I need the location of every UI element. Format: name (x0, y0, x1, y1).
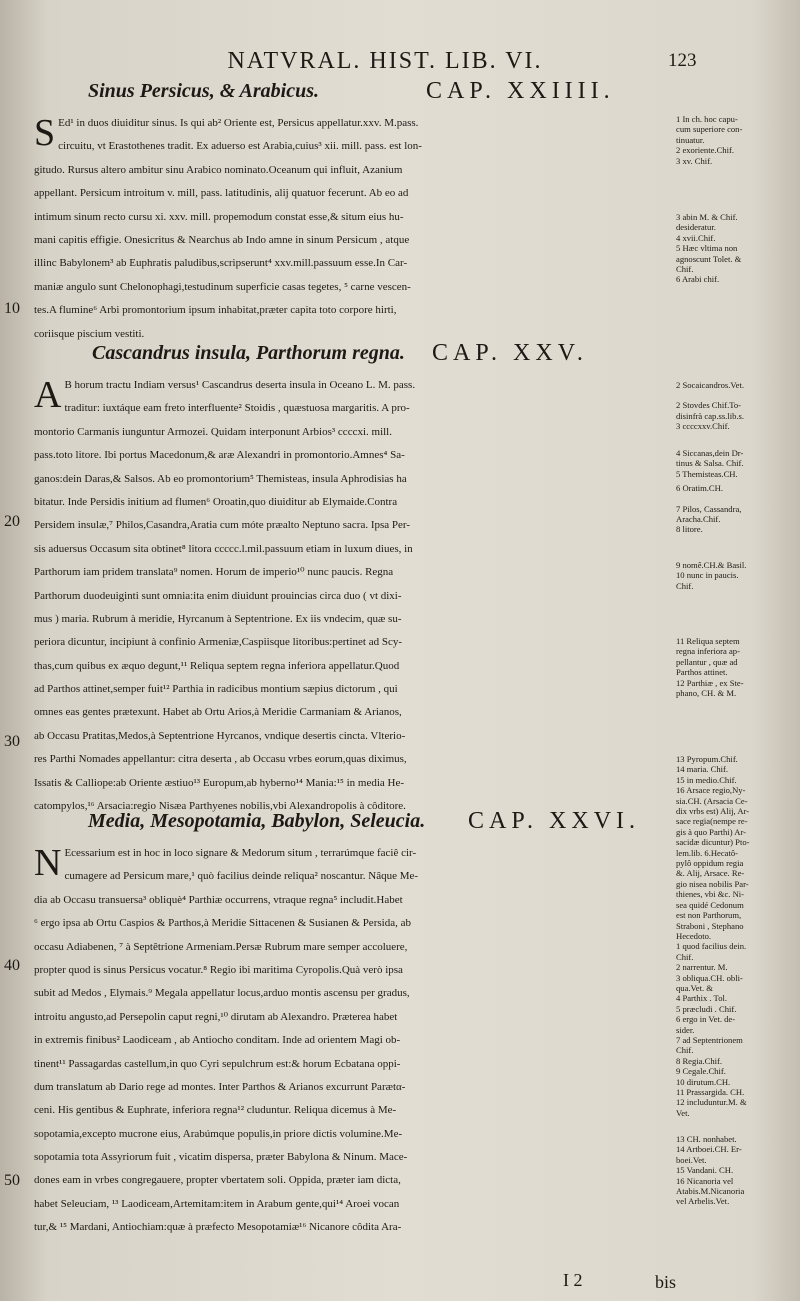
marginal-note: 6 Oratim.CH. (676, 483, 724, 494)
text-line: illinc Babylonem³ ab Euphratis paludibus,scripserunt⁴ xxv.mill.passuum esse.In Car- (34, 257, 408, 270)
marginal-note: 7 ad Septentrionem Chif. (676, 1034, 743, 1056)
text-line: SEd¹ in duos diuiditur sinus. Is qui ab² Oriente est, Persicus appellatur.xxv. M.pass. (34, 112, 419, 154)
marginal-note: 8 Regia.Chif. (676, 1055, 723, 1066)
line-number: 10 (4, 300, 20, 317)
running-head (0, 44, 800, 74)
text-line: appellant. Persicum introitum v. mill, pass. latitudinis, alij quatuor fecerunt. Ab eo ad (34, 187, 409, 200)
text-line: catompylos,¹⁶ Arsacia:regio Nisæa Parthyenes nobilis,vbi Alexandropolis à côditore. (34, 800, 406, 813)
marginal-notes-group (676, 448, 796, 535)
marginal-note: 2 narrentur. M. (676, 962, 728, 973)
line-number: 20 (4, 513, 20, 530)
text-line: montorio Carmanis iunguntur Armozei. Quidam interponunt Arbios³ ccccxi. mill. (34, 425, 392, 438)
marginal-notes-group (676, 1134, 796, 1207)
text-line: Parthorum duodeuiginti sunt omnia:ita enim diuidunt prouincias circa duo ( vt dixi- (34, 589, 402, 602)
text-line: gitudo. Rursus altero ambitur sinu Arabico nominato.Oceanum qui influit, Azanium (34, 163, 403, 176)
chapter-text (34, 842, 674, 1240)
page-footer (563, 1270, 703, 1294)
text-line: ceni. His gentibus & Euphrate, inferiora regna¹² cluduntur. Reliqua dicemus à Me- (34, 1104, 397, 1117)
marginal-note: 3 xv. Chif. (676, 155, 713, 166)
marginal-note: 6 ergo in Vet. de- sider. (676, 1014, 736, 1035)
marginal-notes-group (676, 380, 796, 432)
marginal-note: 13 CH. nonhabet. (676, 1134, 737, 1144)
text-line: Parthorum iam pridem translata⁹ nomen. Horum de imperio¹⁰ nunc paucis. Regna (34, 566, 394, 579)
text-line: dones eam in vrbes congregauere, propter vbertatem soli. Oppida, præter iam dicta, (34, 1174, 401, 1187)
chapter-heading (88, 78, 674, 112)
marginal-note: 16 Arsace regio,Ny- sia.CH. (Arsacia Ce- dix vrbs est) Alij, Ar- sace regia(nempe re- gis à quo Parthi) Ar- sacidæ dicuntur) Pto- lem.lib. 6.Hecatô- pylô oppidum regia &. Alij, Arsace. Re- gio nisea nobilis Par- thienes, vbi &c. Ni- sea quidé Cedonum est non Parthorum, Straboni , Stephano Hecedoto. (676, 785, 750, 941)
text-line: maniæ angulo sunt Chelonophagi,testudinum superficie casas tegetes, ⁵ carne vescen- (34, 280, 411, 293)
text-line: Issatis & Calliope:ab Oriente æstiuo¹³ Europum,ab hyberno¹⁴ Mania:¹⁵ in media He- (34, 776, 405, 789)
chapter-text (34, 112, 674, 346)
chapter-heading (92, 340, 674, 374)
marginal-note: 2 Socaicandros.Vet. (676, 380, 745, 390)
text-line: Persidem insulæ,⁷ Philos,Casandra,Aratia cum móte præalto Neptuno sacra. Ipsa Per- (34, 519, 411, 532)
marginal-note: 9 nomê.CH.& Basil. (676, 560, 747, 570)
text-line: sopotamia tota Assyriorum fuit , vicatim dispersa, præter Babylona & Ninum. Mace- (34, 1151, 408, 1164)
marginal-note: 5 præcludi . Chif. (676, 1003, 737, 1014)
marginal-note: 3 obliqua.CH. obli- qua.Vet. & (676, 972, 743, 993)
chapter-26 (34, 808, 674, 1240)
text-line: tes.A flumine⁶ Arbi promontorium ipsum inhabitat,præter capita toto corpore hirti, (34, 304, 397, 317)
chapter-number: CAP. XXIIII. (426, 78, 615, 104)
marginal-note: 15 Vandani. CH. (676, 1165, 734, 1176)
text-line: dum translatum ab Dario rege ad montes. Inter Parthos & Arianos excurrunt Parætα- (34, 1080, 406, 1093)
text-line: ⁶ ergo ipsa ab Ortu Caspios & Parthos,à Meridie Sittacenen & Susianen & Persida, ab (34, 917, 411, 930)
text-line: dia ab Occasu transuersa³ obliquè⁴ Parthiæ occurrens, vtraque regna⁵ includit.Habet (34, 893, 403, 906)
text-line: cumagere ad Persicum mare,¹ quò facilius deinde reliqua² noscantur. Nâque Me- (64, 870, 419, 883)
page-number: 123 (668, 50, 697, 71)
text-line: pass.toto litore. Ibi portus Macedonum,& aræ Alexandri in promontorio.Amnes⁴ Sa- (34, 449, 405, 462)
text-line: periora dicuntur, incipiunt à confinio Armeniæ,Caspiisque litoribus:pertinet ad Scy- (34, 636, 402, 649)
marginal-note: 10 dirutum.CH. (676, 1076, 731, 1087)
marginal-note: 1 In ch. hoc capu- cum superiore con- tinuatur. (676, 114, 743, 145)
text-line: traditur: iuxtáque eam freto interfluente² Stoidis , quæstuosa margaritis. A pro- (64, 402, 410, 415)
marginal-note: 3 ccccxxv.Chif. (676, 421, 730, 432)
marginal-note: 9 Cegale.Chif. (676, 1066, 726, 1077)
text-line: occasu Adiabenen, ⁷ à Septêtrione Armeniam.Persæ Rubrum mare semper accoluere, (34, 940, 408, 953)
chapter-number: CAP. XXV. (432, 340, 588, 366)
chapter-text (34, 374, 674, 818)
marginal-notes-group (676, 560, 796, 591)
text-line: coriisque piscium vestiti. (34, 327, 145, 340)
marginal-note: 2 exoriente.Chif. (676, 145, 734, 156)
line-number: 40 (4, 957, 20, 974)
chapter-title: Sinus Persicus, & Arabicus. (88, 80, 319, 102)
line-number: 30 (4, 733, 20, 750)
chapter-title: Media, Mesopotamia, Babylon, Seleucia. (88, 810, 426, 832)
text-line: sopotamia,excepto mucrone eius, Arabúmque populis,in priore dictis volumine.Me- (34, 1127, 403, 1140)
marginal-note: 5 Themisteas.CH. (676, 468, 738, 479)
marginal-notes-group (676, 636, 796, 698)
text-line: mani capitis effigie. Onesicritus & Nearchus ab Indo amne in sinum Persicum , atque (34, 233, 410, 246)
running-head-title: NATVRAL. HIST. LIB. VI. (227, 48, 543, 74)
text-line: propter quod is sinus Persicus vocatur.⁸ Regio ibi maritima Cyropolis.Quà verò ipsa (34, 963, 403, 976)
text-line: AB horum tractu Indiam versus¹ Cascandrus deserta insula in Oceano L. M. pass. (34, 374, 416, 416)
marginal-note: 12 Parthiæ , ex Ste- phano, CH. & M. (676, 677, 744, 699)
line-number: 50 (4, 1172, 20, 1189)
text-line: circuitu, vt Erastothenes tradit. Ex aduerso est Arabia,cuius³ xii. mill. pass. est lon- (58, 140, 422, 153)
catchword: bis (655, 1272, 677, 1292)
marginal-note: 3 abin M. & Chif. desideratur. (676, 212, 738, 233)
marginal-note: 13 Pyropum.Chif. (676, 754, 738, 764)
marginal-notes-group (676, 114, 796, 166)
chapter-title: Cascandrus insula, Parthorum regna. (92, 342, 405, 364)
text-line: in extremis finibus² Laodiceam , ab Antiocho conditam. Inde ad orientem Magi ob- (34, 1034, 401, 1047)
text-line: tinent¹¹ Passagardas castellum,in quo Cyri sepulchrum est:& horum Ecbatana oppi- (34, 1057, 401, 1070)
chapter-heading (88, 808, 674, 842)
marginal-note: 14 maria. Chif. (676, 764, 729, 775)
text-line: ab Occasu Pratitas,Medos,à Septentrione Hyrcanos, vndique desertis cincta. Vlterio- (34, 729, 406, 742)
marginal-note: 11 Prassargida. CH. (676, 1087, 745, 1097)
text-line: mus ) maria. Rubrum à meridie, Hyrcanum à Septentrione. Ex iis vndecim, quæ su- (34, 612, 402, 625)
chapter-25 (34, 340, 674, 818)
text-line: bitatur. Inde Persidis initium ad flumen⁶ Oroatin,quo diuiditur ab Elymaide.Contra (34, 495, 398, 508)
signature-mark: I 2 (563, 1270, 583, 1290)
text-line: introitu angusto,ad Persepolin caput regni,¹⁰ dirutam ab Alexandro. Præterea habet (34, 1010, 398, 1023)
text-line: NEcessarium est in hoc in loco signare & Medorum situm , terrarúmque faciê cir- (34, 842, 417, 884)
marginal-note: 16 Nicanoria vel Atabis.M.Nicanoria vel Arbelis.Vet. (676, 1175, 745, 1207)
marginal-note: 10 nunc in paucis. Chif. (676, 570, 739, 591)
marginal-note: 6 Arabi chif. (676, 274, 720, 285)
text-line: intimum sinum recto cursu xi. xxv. mill. propemodum constat esse,& situm eius hu- (34, 210, 404, 223)
chapter-number: CAP. XXVI. (468, 808, 641, 834)
text-line: thas,cum quibus ex æquo degunt,¹¹ Reliqua septem regna inferiora appellatur.Quod (34, 659, 400, 672)
marginal-note: 14 Artboei.CH. Er- boei.Vet. (676, 1144, 742, 1165)
marginal-note: 8 litore. (676, 524, 703, 535)
marginal-note: 5 Hæc vltima non agnoscunt Tolet. & Chif. (676, 243, 742, 275)
marginal-note: 2 Stovdes Chif.To- disinfrà cap.ss.lib.s. (676, 400, 745, 421)
marginal-note: 7 Pilos, Cassandra, Aracha.Chif. (676, 503, 742, 525)
marginal-note: 4 Siccanas,dein Dr- tinus & Salsa. Chif. (676, 448, 744, 469)
marginal-notes-group (676, 212, 796, 285)
marginal-note: 11 Reliqua septem regna inferiora ap- pellantur , quæ ad Parthos attinet. (676, 636, 740, 678)
marginal-note: 15 in medio.Chif. (676, 774, 737, 785)
text-line: ad Parthos attinet,semper fuit¹² Parthia in radicibus montium sæpius dictorum , qui (34, 683, 398, 696)
text-line: omnes eas gentes prætexunt. Habet ab Ortu Arios,à Meridie Carmaniam & Arianos, (34, 706, 402, 719)
marginal-note: 12 includuntur.M. & Vet. (676, 1097, 747, 1118)
chapter-24 (34, 78, 674, 346)
text-line: subit ad Medos , Elymais.⁹ Megala appellatur locus,arduo montis ascensu per gradus, (34, 987, 410, 1000)
marginal-note: 1 quod facilius dein. Chif. (676, 941, 747, 962)
text-line: sis aduersus Occasum sita obtinet⁸ litora ccccc.l.mil.passuum etiam in luxum diues, in (34, 542, 413, 555)
text-line: habet Seleuciam, ¹³ Laodiceam,Artemitam:item in Arabum gente,qui¹⁴ Aroei vocan (34, 1197, 400, 1210)
marginal-note: 4 xvii.Chif. (676, 232, 716, 243)
text-line: tur,& ¹⁵ Mardani, Antiochiam:quæ à præfecto Mesopotamiæ¹⁶ Nicanore côdita Ara- (34, 1221, 402, 1234)
text-line: ganos:dein Daras,& Salsos. Ab eo promontorium⁵ Themisteas, insula Aphrodisias ha (34, 472, 407, 485)
text-line: res Parthi Nomades appellantur: citra deserta , ab Occasu vrbes eorum,quas diximus, (34, 753, 407, 766)
marginal-notes-group (676, 754, 796, 1118)
marginal-note: 4 Parthix . Tol. (676, 993, 728, 1004)
